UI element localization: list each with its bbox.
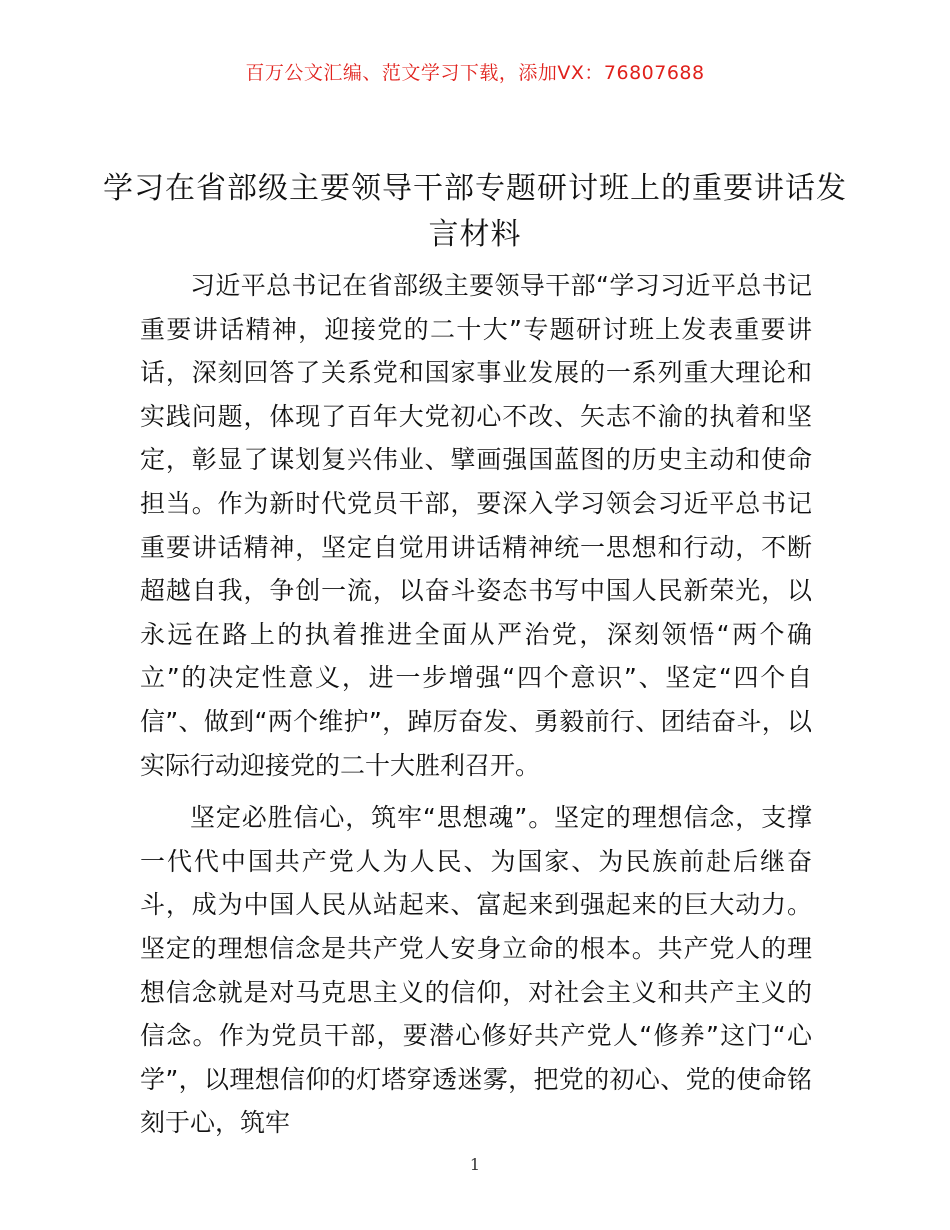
document-title: 学习在省部级主要领导干部专题研讨班上的重要讲话发言材料 xyxy=(103,171,847,252)
document-body xyxy=(140,264,812,1145)
body-paragraph-1: 习近平总书记在省部级主要领导干部“学习习近平总书记重要讲话精神，迎接党的二十大”专题研讨班上发表重要讲话，深刻回答了关系党和国家事业发展的一系列重大理论和实践问题，体现了百年大党初心不改、矢志不渝的执着和坚定，彰显了谋划复兴伟业、擘画强国蓝图的历史主动和使命担当。作为新时代党员干部，要深入学习领会习近平总书记重要讲话精神，坚定自觉用讲话精神统一思想和行动，不断超越自我，争创一流，以奋斗姿态书写中国人民新荣光，以永远在路上的执着推进全面从严治党，深刻领悟“两个确立”的决定性意义，进一步增强“四个意识”、坚定“四个自信”、做到“两个维护”，踔厉奋发、勇毅前行、团结奋斗，以实际行动迎接党的二十大胜利召开。 xyxy=(140,271,812,780)
header-note: 百万公文汇编、范文学习下载，添加VX：76807688 xyxy=(245,62,705,84)
page-number: 1 xyxy=(469,1155,481,1174)
body-paragraph-2: 坚定必胜信心，筑牢“思想魂”。坚定的理想信念，支撑一代代中国共产党人为人民、为国家、为民族前赴后继奋斗，成为中国人民从站起来、富起来到强起来的巨大动力。坚定的理想信念是共产党人安身立命的根本。共产党人的理想信念就是对马克思主义的信仰，对社会主义和共产主义的信念。作为党员干部，要潜心修好共产党人“修养”这门“心学”，以理想信仰的灯塔穿透迷雾，把党的初心、党的使命铭刻于心，筑牢 xyxy=(140,803,812,1138)
